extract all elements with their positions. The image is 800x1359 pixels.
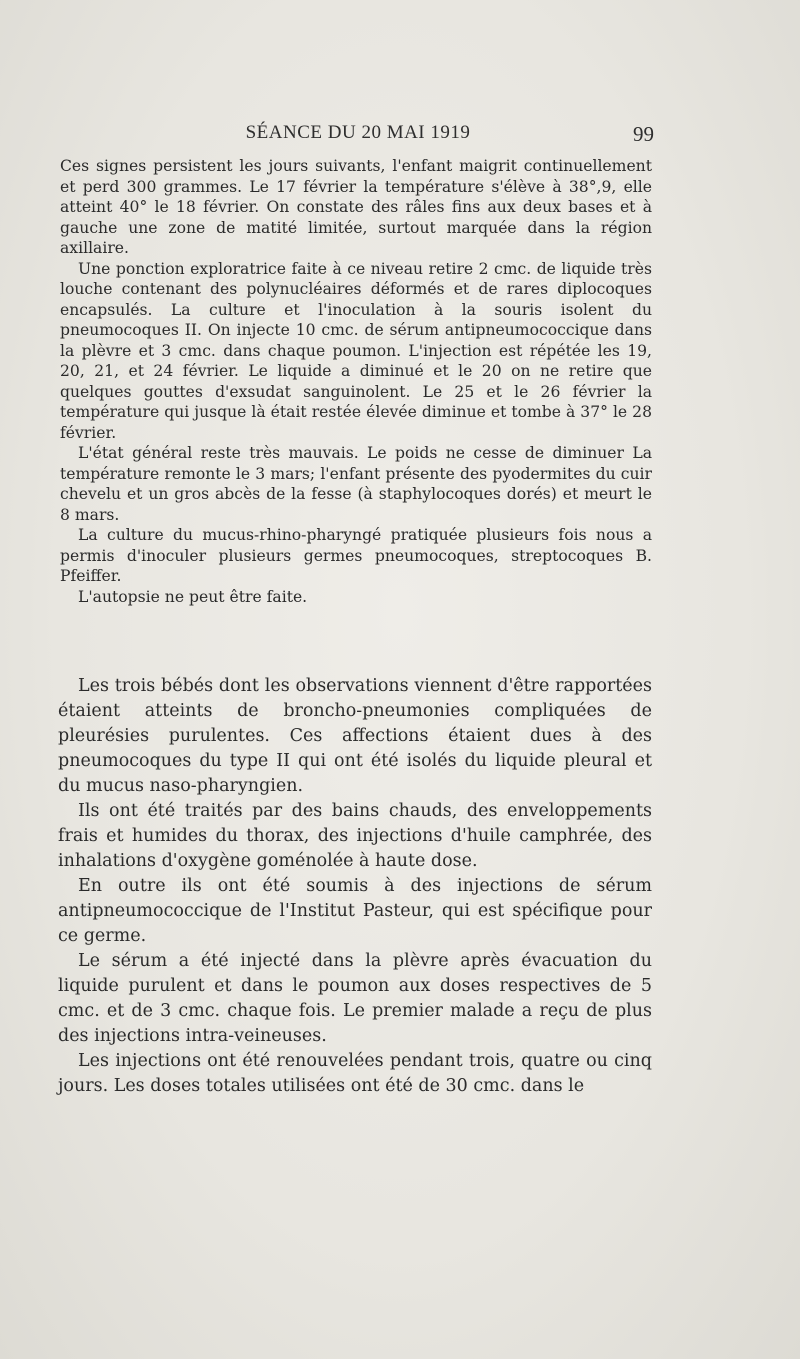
paragraph: Le sérum a été injecté dans la plèvre après évacuation du liquide purulent et dans le poumon aux doses respectives de 5 cmc. et de 3 cmc. chaque fois. Le premier malade a reçu de plus des injections intra-veineuses. — [58, 951, 652, 1046]
running-head — [62, 122, 654, 152]
paragraph: En outre ils ont été soumis à des injections de sérum antipneumococcique de l'Institut Pasteur, qui est spécifique pour ce germe. — [58, 876, 652, 946]
paragraph: Les trois bébés dont les observations viennent d'être rapportées étaient atteints de broncho-pneumonies compliquées de pleurésies purulentes. Ces affections étaient dues à des pneumocoques du type II qui ont été isolés du liquide pleural et du mucus naso-pharyngien. — [58, 676, 652, 796]
paragraph: La culture du mucus-rhino-pharyngé pratiquée plusieurs fois nous a permis d'inoculer plusieurs germes pneumocoques, streptocoques B. Pfeiffer. — [60, 526, 652, 585]
paragraph: Une ponction exploratrice faite à ce niveau retire 2 cmc. de liquide très louche contenant des polynucléaires déformés et de rares diplocoques encapsulés. La culture et l'inoculation à la souris isolent du pneumocoques II. On injecte 10 cmc. de sérum antipneumococcique dans la plèvre et 3 cmc. dans chaque poumon. L'injection est répétée les 19, 20, 21, et 24 février. Le liquide a diminué et le 20 on ne retire que quelques gouttes d'exsudat sanguinolent. Le 25 et le 26 février la température qui jusque là était restée élevée diminue et tombe à 37° le 28 février. — [60, 259, 652, 442]
paragraph: Les injections ont été renouvelées pendant trois, quatre ou cinq jours. Les doses totales utilisées ont été de 30 cmc. dans le — [58, 1051, 652, 1096]
paragraph: L'autopsie ne peut être faite. — [78, 587, 308, 606]
case-report-text — [60, 156, 652, 607]
page-title: SÉANCE DU 20 MAI 1919 — [245, 122, 471, 143]
discussion-text — [58, 674, 652, 1099]
paragraph: Ces signes persistent les jours suivants, l'enfant maigrit continuellement et perd 300 grammes. Le 17 février la température s'élève à 38°,9, elle atteint 40° le 18 février. On constate des râles fins aux deux bases et à gauche une zone de matité limitée, surtout marquée dans la région axillaire. — [60, 157, 652, 257]
paragraph: L'état général reste très mauvais. Le poids ne cesse de diminuer La température remonte le 3 mars; l'enfant présente des pyodermites du cuir chevelu et un gros abcès de la fesse (à staphylocoques dorés) et meurt le 8 mars. — [60, 444, 652, 524]
page-number: 99 — [633, 122, 654, 146]
paragraph: Ils ont été traités par des bains chauds, des enveloppements frais et humides du thorax, des injections d'huile camphrée, des inhalations d'oxygène goménolée à haute dose. — [58, 801, 652, 871]
